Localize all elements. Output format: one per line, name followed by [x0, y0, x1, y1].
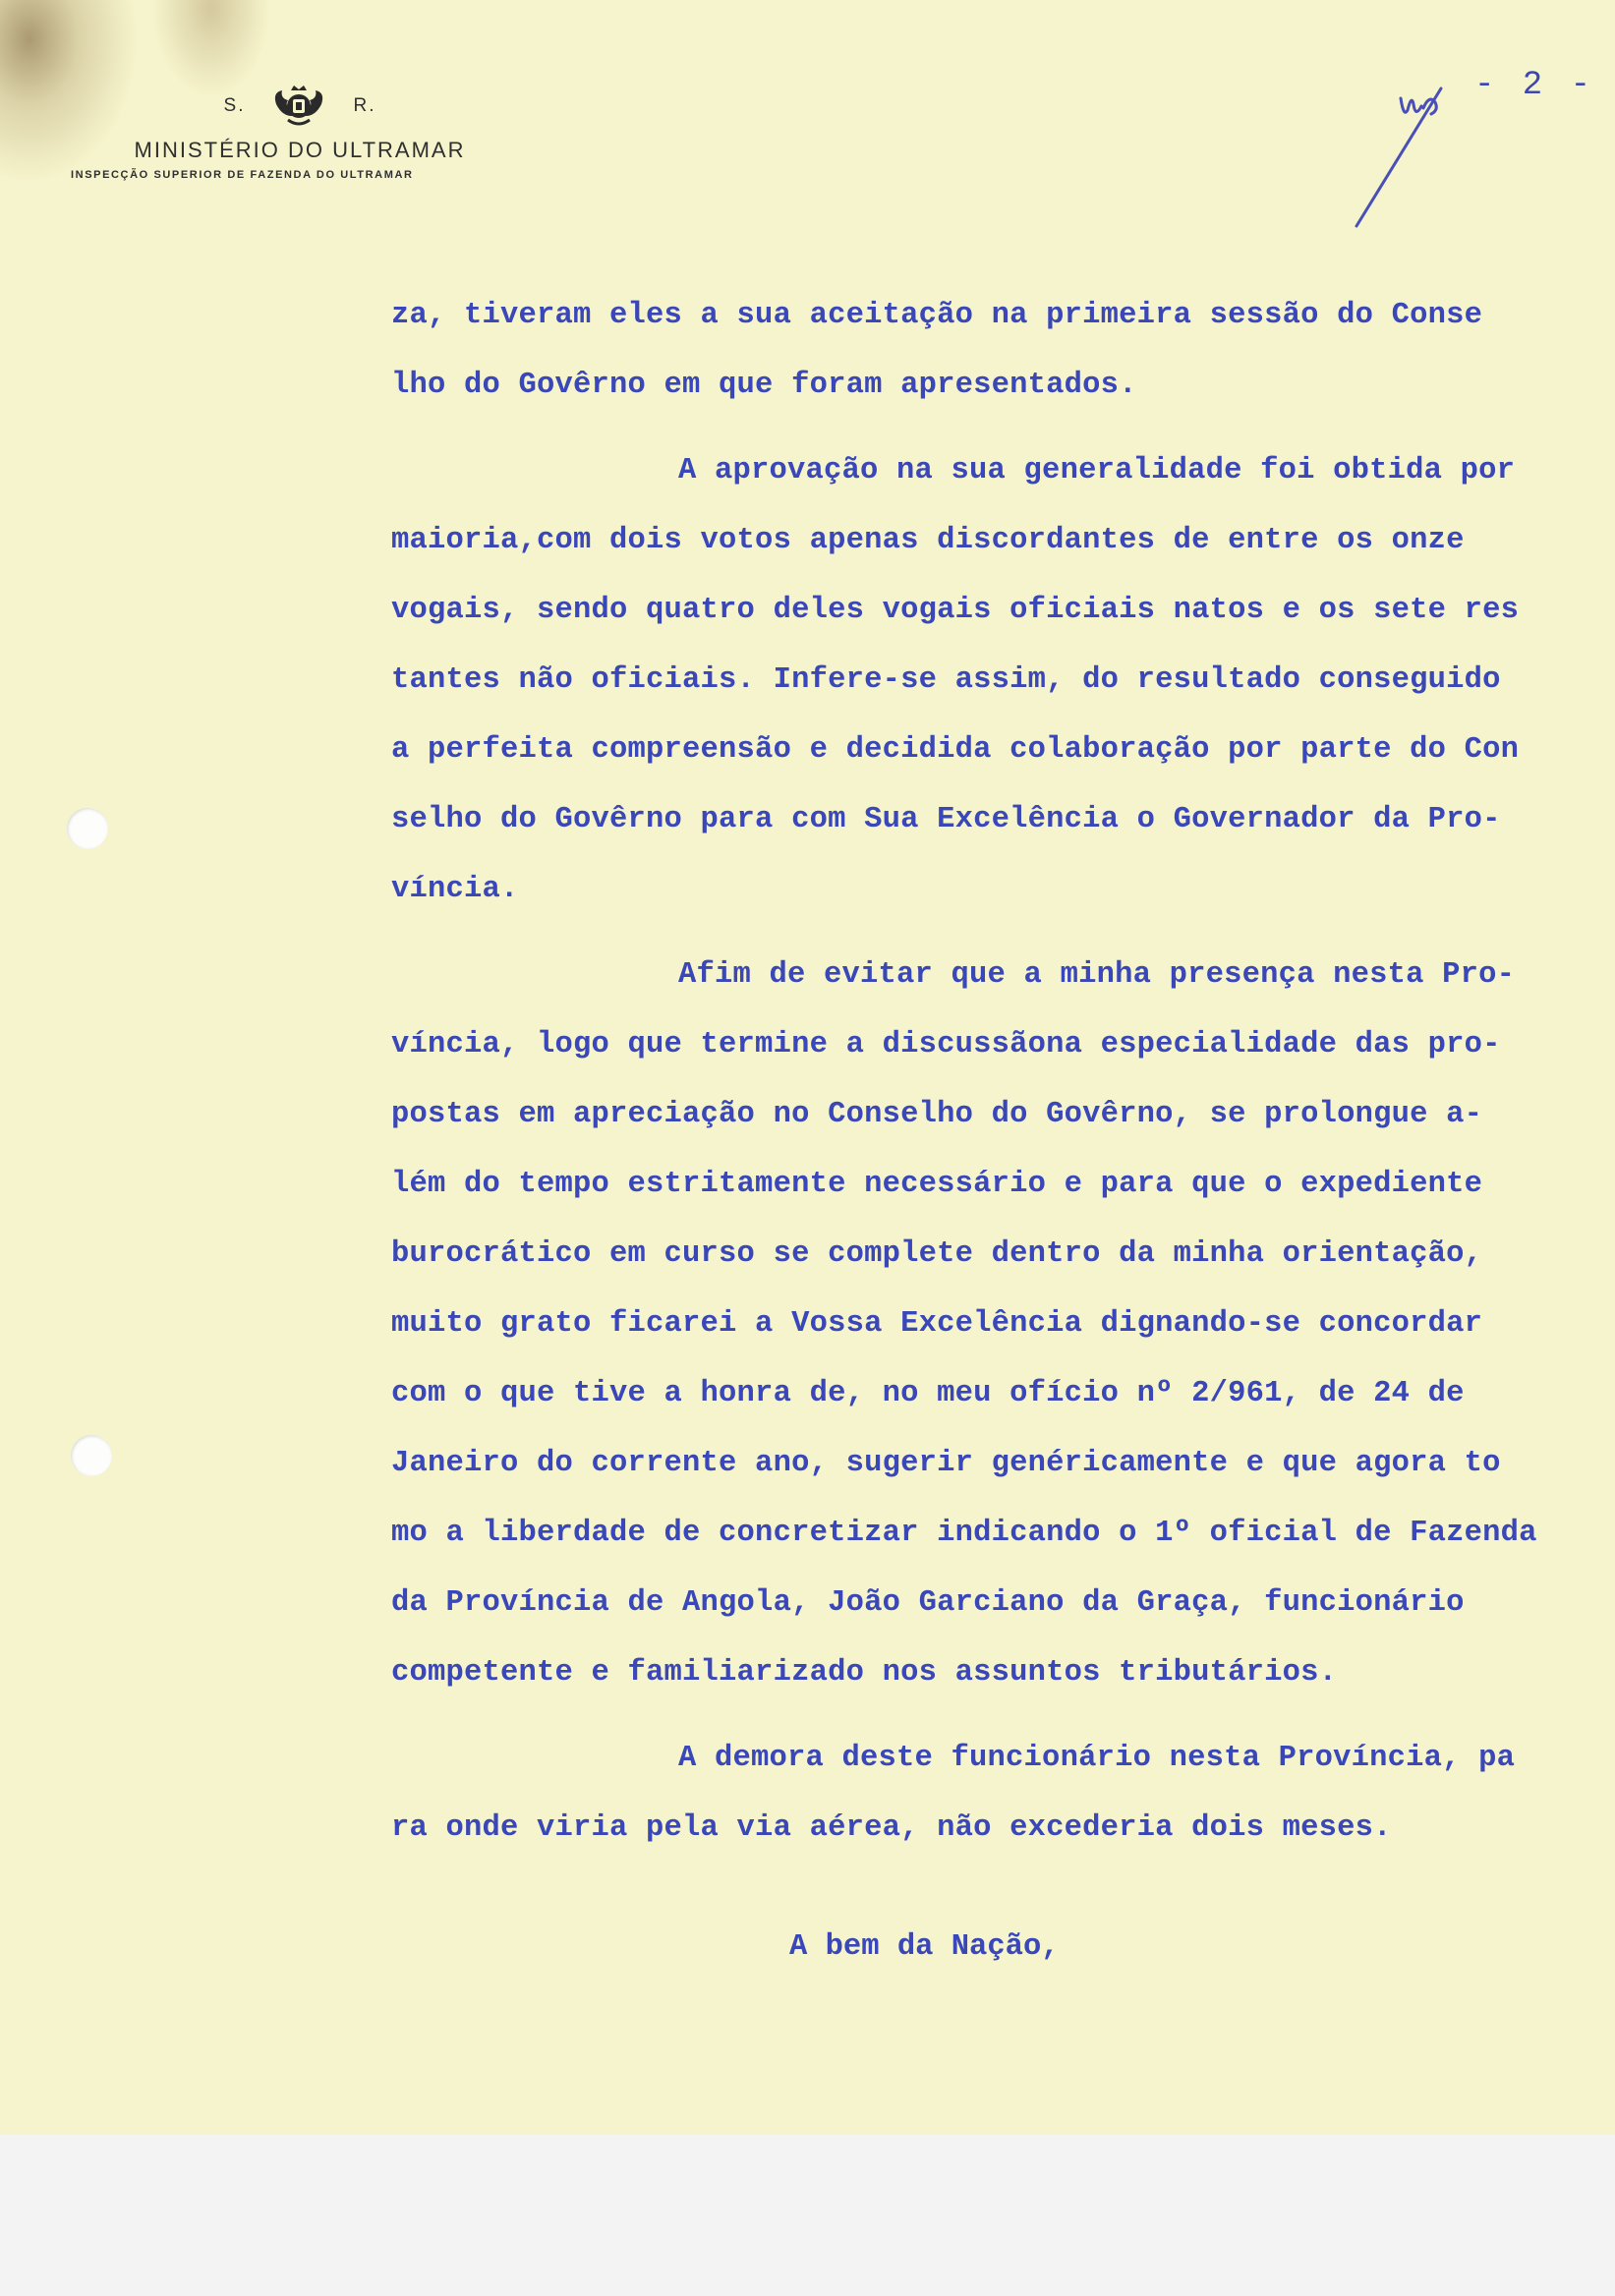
paragraph-3 — [391, 941, 1610, 1708]
text-line: a perfeita compreensão e decidida colaboração por parte do Con — [391, 733, 1520, 767]
text-line: competente e familiarizado nos assuntos tributários. — [391, 1656, 1338, 1690]
inspection-name: INSPECÇÃO SUPERIOR DE FAZENDA DO ULTRAMAR — [71, 169, 414, 181]
paragraph-4 — [391, 1724, 1610, 1864]
coat-of-arms-icon — [270, 83, 327, 130]
page-number: - 2 - — [1474, 67, 1595, 104]
text-line: A aprovação na sua generalidade foi obtida por — [678, 454, 1516, 488]
text-line: ra onde viria pela via aérea, não excederia dois meses. — [391, 1811, 1392, 1845]
paragraph-2 — [391, 436, 1610, 925]
letterhead — [59, 77, 541, 181]
ministry-name: MINISTÉRIO DO ULTRAMAR — [134, 138, 466, 162]
text-line: lho do Govêrno em que foram apresentados. — [391, 369, 1137, 402]
scan-margin — [0, 2135, 1615, 2296]
text-line: burocrático em curso se complete dentro da minha orientação, — [391, 1237, 1483, 1271]
text-line: com o que tive a honra de, no meu ofício nº 2/961, de 24 de — [391, 1377, 1465, 1410]
punch-hole — [67, 808, 108, 849]
text-line: A demora deste funcionário nesta Província, pa — [678, 1742, 1516, 1775]
letter-body — [391, 281, 1610, 1864]
text-line: lém do tempo estritamente necessário e para que o expediente — [391, 1168, 1483, 1201]
text-line: víncia. — [391, 873, 519, 906]
text-line: postas em apreciação no Conselho do Govêrno, se prolongue a- — [391, 1098, 1483, 1131]
text-line: tantes não oficiais. Infere-se assim, do resultado conseguido — [391, 663, 1501, 697]
text-line: vogais, sendo quatro deles vogais oficiais natos e os sete res — [391, 594, 1520, 627]
text-line: Janeiro do corrente ano, sugerir genéricamente e que agora to — [391, 1447, 1501, 1480]
text-line: selho do Govêrno para com Sua Excelência o Governador da Pro- — [391, 803, 1501, 836]
letterhead-crest-row — [59, 77, 541, 136]
letterhead-right-initial: R. — [353, 95, 376, 116]
text-line: da Província de Angola, João Garciano da Graça, funcionário — [391, 1586, 1465, 1620]
letterhead-left-initial: S. — [223, 95, 246, 116]
text-line: Afim de evitar que a minha presença nesta Pro- — [678, 958, 1516, 992]
text-line: muito grato ficarei a Vossa Excelência dignando-se concordar — [391, 1307, 1483, 1341]
punch-hole — [71, 1435, 112, 1476]
closing-salutation: A bem da Nação, — [789, 1930, 1060, 1964]
text-line: mo a liberdade de concretizar indicando o 1º oficial de Fazenda — [391, 1517, 1537, 1550]
text-line: za, tiveram eles a sua aceitação na primeira sessão do Conse — [391, 299, 1483, 332]
paragraph-1 — [391, 281, 1610, 421]
text-line: maioria,com dois votos apenas discordantes de entre os onze — [391, 524, 1465, 557]
text-line: víncia, logo que termine a discussãona especialidade das pro- — [391, 1028, 1501, 1062]
